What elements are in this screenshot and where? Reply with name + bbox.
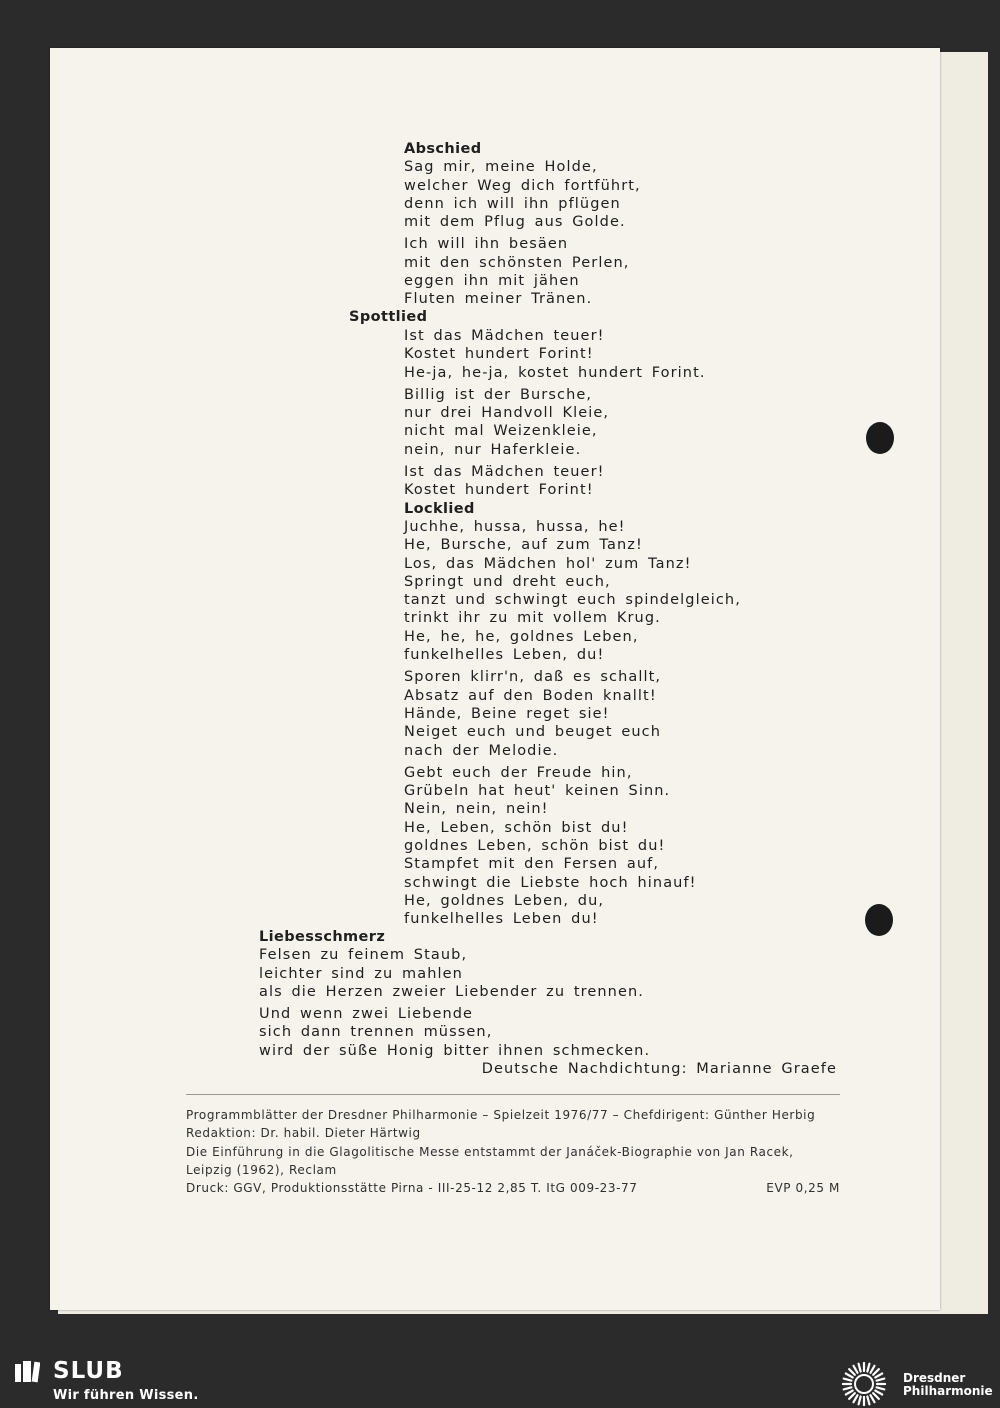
logo-ray: [877, 1387, 885, 1389]
poem-abschied: [404, 140, 641, 309]
poem-line: nein, nur Haferkleie.: [404, 441, 582, 458]
poem-line: nur drei Handvoll Kleie,: [404, 405, 610, 422]
poem-line: He, Bursche, auf zum Tanz!: [404, 537, 643, 554]
poem-spottlied-title-block: [349, 308, 427, 326]
punch-hole: [865, 904, 893, 936]
poem-line: funkelhelles Leben du!: [404, 911, 599, 928]
colophon: [186, 1106, 840, 1197]
poem-line: Billig ist der Bursche,: [404, 386, 593, 403]
poem-line: goldnes Leben, schön bist du!: [404, 838, 666, 855]
poem-line: funkelhelles Leben, du!: [404, 647, 605, 664]
colophon-line: Druck: GGV, Produktionsstätte Pirna - III-25-12 2,85 T. ItG 009-23-77: [186, 1181, 638, 1196]
logo-ray: [871, 1366, 875, 1373]
poem-title: Liebesschmerz: [259, 929, 386, 945]
poem-line: nicht mal Weizenkleie,: [404, 423, 598, 440]
credit-line: Deutsche Nachdichtung: Marianne Graefe: [481, 1061, 837, 1077]
footer-divider: [186, 1094, 840, 1095]
poem-line: Springt und dreht euch,: [404, 573, 611, 590]
logo-ray: [854, 1395, 858, 1402]
philharmonie-name: [903, 1372, 993, 1398]
poem-line: He, Leben, schön bist du!: [404, 819, 629, 836]
poem-line: Felsen zu feinem Staub,: [259, 947, 468, 964]
colophon-print-row: [186, 1179, 840, 1197]
poem-line: Gebt euch der Freude hin,: [404, 764, 633, 781]
logo-ray: [867, 1397, 869, 1405]
poem-line: mit dem Pflug aus Golde.: [404, 214, 626, 231]
slub-logo-icon: [14, 1359, 40, 1385]
poem-line: Neiget euch und beuget euch: [404, 724, 661, 741]
poem-line: Ist das Mädchen teuer!: [404, 464, 605, 481]
poem-line: trinkt ihr zu mit vollem Krug.: [404, 610, 661, 627]
poem-line: tanzt und schwingt euch spindelgleich,: [404, 592, 741, 609]
logo-ray: [877, 1379, 885, 1381]
logo-ray: [875, 1391, 882, 1395]
punch-hole: [866, 422, 894, 454]
logo-ray: [873, 1369, 879, 1375]
poem-line: leichter sind zu mahlen: [259, 965, 463, 982]
logo-ray: [846, 1391, 853, 1395]
poem-line: Absatz auf den Boden knallt!: [404, 687, 657, 704]
poem-line: He, goldnes Leben, du,: [404, 892, 605, 909]
logo-ray: [849, 1369, 855, 1375]
slub-name: SLUB: [53, 1358, 124, 1384]
logo-ray: [844, 1387, 852, 1389]
poem-line: welcher Weg dich fortführt,: [404, 177, 641, 194]
logo-ray: [867, 1364, 869, 1372]
translation-credit: [482, 1060, 837, 1078]
poem-title: Abschied: [404, 141, 482, 157]
logo-ray: [854, 1366, 858, 1373]
poem-line: wird der süße Honig bitter ihnen schmecken.: [259, 1042, 651, 1059]
poem-line: He, he, he, goldnes Leben,: [404, 628, 639, 645]
philharmonie-name-line: Dresdner: [903, 1371, 966, 1385]
slub-tagline: Wir führen Wissen.: [53, 1388, 199, 1403]
poem-line: Los, das Mädchen hol' zum Tanz!: [404, 555, 692, 572]
poem-line: Und wenn zwei Liebende: [259, 1006, 474, 1023]
poem-line: Juchhe, hussa, hussa, he!: [404, 518, 626, 535]
poem-line: als die Herzen zweier Liebender zu trennen.: [259, 983, 644, 1000]
poem-title: Locklied: [404, 500, 475, 517]
poem-line: Kostet hundert Forint!: [404, 482, 594, 499]
colophon-line: Redaktion: Dr. habil. Dieter Härtwig: [186, 1126, 421, 1141]
logo-ray: [873, 1393, 879, 1399]
poem-line: Ist das Mädchen teuer!: [404, 328, 605, 344]
logo-ray: [846, 1374, 853, 1378]
poem-line: Fluten meiner Tränen.: [404, 291, 593, 308]
poem-line: schwingt die Liebste hoch hinauf!: [404, 874, 697, 891]
poem-line: sich dann trennen müssen,: [259, 1024, 493, 1041]
poem-line: Sporen klirr'n, daß es schallt,: [404, 669, 662, 686]
poem-line: He-ja, he-ja, kostet hundert Forint.: [404, 364, 706, 381]
poem-line: mit den schönsten Perlen,: [404, 254, 630, 271]
poem-line: Sag mir, meine Holde,: [404, 159, 598, 176]
poem-line: Grübeln hat heut' keinen Sinn.: [404, 783, 671, 800]
colophon-line: Leipzig (1962), Reclam: [186, 1162, 337, 1177]
poem-line: Ich will ihn besäen: [404, 236, 569, 253]
poem-liebesschmerz: [259, 928, 650, 1060]
poem-line: eggen ihn mit jähen: [404, 273, 580, 290]
price: EVP 0,25 M: [766, 1181, 840, 1196]
poem-line: Hände, Beine reget sie!: [404, 705, 610, 722]
logo-ray: [859, 1397, 861, 1405]
philharmonie-name-line: Philharmonie: [903, 1384, 993, 1398]
logo-ray: [859, 1364, 861, 1372]
poem-line: Nein, nein, nein!: [404, 801, 549, 818]
poem-title: Spottlied: [349, 309, 428, 325]
logo-ray: [849, 1393, 855, 1399]
philharmonie-logo-icon: [840, 1360, 888, 1408]
poem-spottlied: [404, 327, 741, 929]
logo-ray: [871, 1395, 875, 1402]
logo-ray: [875, 1374, 882, 1378]
poem-line: nach der Melodie.: [404, 742, 559, 759]
colophon-line: Programmblätter der Dresdner Philharmonie – Spielzeit 1976/77 – Chefdirigent: Günther Herbig: [186, 1108, 816, 1122]
colophon-line: Die Einführung in die Glagolitische Messe entstammt der Janáček-Biographie von Jan Racek,: [186, 1144, 794, 1159]
poem-line: denn ich will ihn pflügen: [404, 195, 621, 212]
poem-line: Stampfet mit den Fersen auf,: [404, 856, 660, 873]
poem-line: Kostet hundert Forint!: [404, 346, 594, 363]
logo-ray: [844, 1379, 852, 1381]
